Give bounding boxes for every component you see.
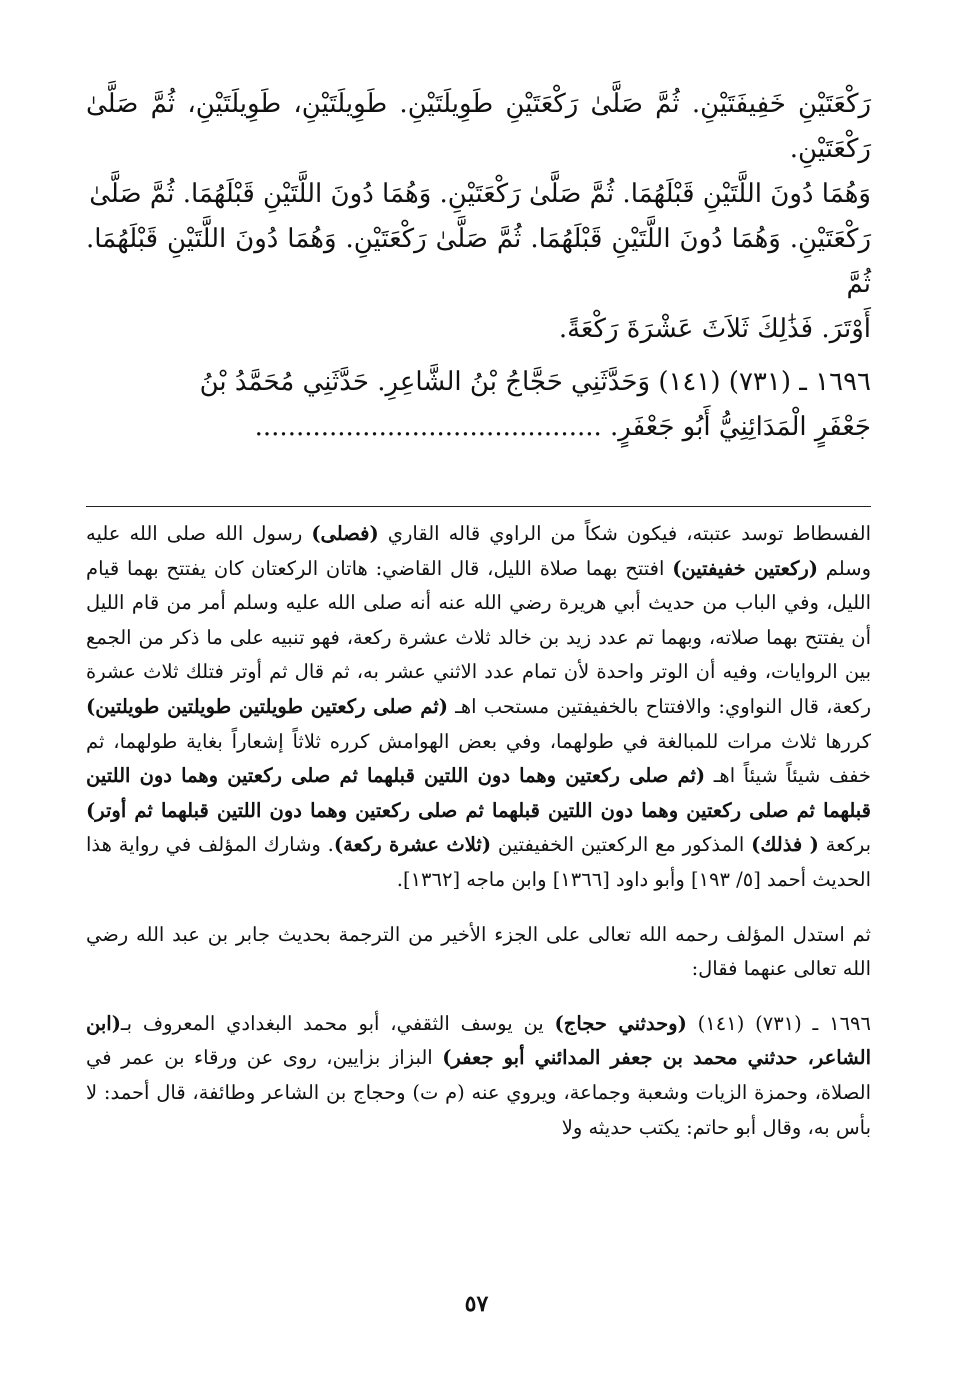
hadith-chain-line: جَعْفَرٍ الْمَدَائِنِيُّ أَبُو جَعْفَرٍ. .......................................... [254,412,871,442]
commentary-text: . وشارك المؤلف في رواية هذا الحديث أحمد [٥/ ١٩٣] وأبو داود [١٣٦٦] وابن ماجه [١٣٦٢]. [86,833,871,891]
quoted-phrase: (ثم صلى ركعتين وهما دون اللتين قبلهما ثم صلى ركعتين وهما دون اللتين قبلهما ثم صلى ركعتين وهما دون اللتين قبلهما ثم صلى ركعتين وهما دون اللتين قبلهما ثم أوتر) [86,764,871,822]
hadith-line: رَكْعَتَيْنِ خَفِيفَتَيْنِ. ثُمَّ صَلَّىٰ رَكْعَتَيْنِ طَوِيلَتَيْنِ. طَوِيلَتَيْنِ، طَوِيلَتَيْنِ، ثُمَّ صَلَّىٰ رَكْعَتَيْنِ. [86,89,871,164]
hadith-line: أَوْتَرَ. فَذَٰلِكَ ثَلاَثَ عَشْرَةَ رَكْعَةً. [558,314,871,344]
commentary-text: الفسطاط توسد عتبته، فيكون شكاً من الراوي قاله القاري [378,522,871,545]
commentary-text: بركعة [818,833,872,857]
quoted-phrase: ( فذلك) [751,833,819,857]
quoted-phrase: (ركعتين خفيفتين) [672,556,819,580]
book-page [86,82,871,1327]
hadith-line: رَكْعَتَيْنِ. وَهُمَا دُونَ اللَّتَيْنِ قَبْلَهُمَا. ثُمَّ صَلَّىٰ رَكْعَتَيْنِ. وَهُمَا دُونَ اللَّتَيْنِ قَبْلَهُمَا. ثُمَّ [86,224,871,299]
quoted-phrase: (ثلاث عشرة ركعة) [333,833,492,857]
quoted-phrase: (ابن الشاعر، حدثني محمد بن جعفر المدائني أبو جعفر) [86,1011,871,1070]
quoted-phrase: (ثم صلى ركعتين طويلتين طويلتين طويلتين) [86,694,448,718]
commentary-text: البزاز بزايين، روى عن ورقاء بن عمر في الصلاة، وحمزة الزيات وشعبة وجماعة، ويروي عنه (م ت) وحجاج بن الشاعر وطائفة، قال أحمد: لا بأس به، وقال أبو حاتم: يكتب حديثه ولا [86,1046,871,1139]
commentary-paragraph [86,517,871,898]
page-number: ٥٧ [464,1291,489,1317]
hadith-text-block [86,82,871,450]
commentary-paragraph: ثم استدل المؤلف رحمه الله تعالى على الجزء الأخير من الترجمة بحديث جابر بن عبد الله رضي الله تعالى عنهما فقال: [86,922,871,981]
commentary-text: رسول الله صلى الله عليه وسلم [86,522,871,580]
commentary-paragraph [86,1007,871,1145]
quoted-phrase: (وحدثني حجاج) [554,1011,687,1035]
quoted-phrase: (فصلى) [311,522,379,545]
commentary-text: ين يوسف الثقفي، أبو محمد البغدادي المعروف بـ [120,1011,555,1035]
footnote-separator [86,506,871,507]
commentary-text: افتتح بهما صلاة الليل، قال القاضي: هاتان الركعتان كان يفتتح بهما قيام الليل، وفي الباب من حديث أبي هريرة رضي الله عنه أنه صلى الله عليه وسلم أمر من قام الليل أن يفتتح بهما صلاته، وبهما تم عدد زيد بن خالد ثلاث عشرة ركعة، فهو تنبيه على ما ذكر من الجمع بين الروايات، وفيه أن الوتر واحدة لأن تمام عدد الاثني عشر به، ثم قال ثم أوتر فتلك ثلاث عشرة ركعة، قال النواوي: والافتتاح بالخفيفتين مستحب اهـ [86,556,871,718]
commentary-block [86,517,871,1145]
commentary-text: ١٦٩٦ ـ (٧٣١) (١٤١) [686,1011,871,1035]
hadith-number-line: ١٦٩٦ ـ (٧٣١) (١٤١) وَحَدَّثَنِي حَجَّاجُ بْنُ الشَّاعِرِ. حَدَّثَنِي مُحَمَّدُ بْنُ [199,367,871,397]
commentary-text: كررها ثلاث مرات للمبالغة في طولهما، وفي بعض الهوامش كرره ثلاثاً إشعاراً بغاية طولهما، ثم خفف شيئاً شيئاً اهـ [86,729,871,788]
hadith-line: وَهُمَا دُونَ اللَّتَيْنِ قَبْلَهُمَا. ثُمَّ صَلَّىٰ رَكْعَتَيْنِ. وَهُمَا دُونَ اللَّتَيْنِ قَبْلَهُمَا. ثُمَّ صَلَّىٰ [89,179,871,209]
commentary-text: المذكور مع الركعتين الخفيفتين [491,833,752,857]
